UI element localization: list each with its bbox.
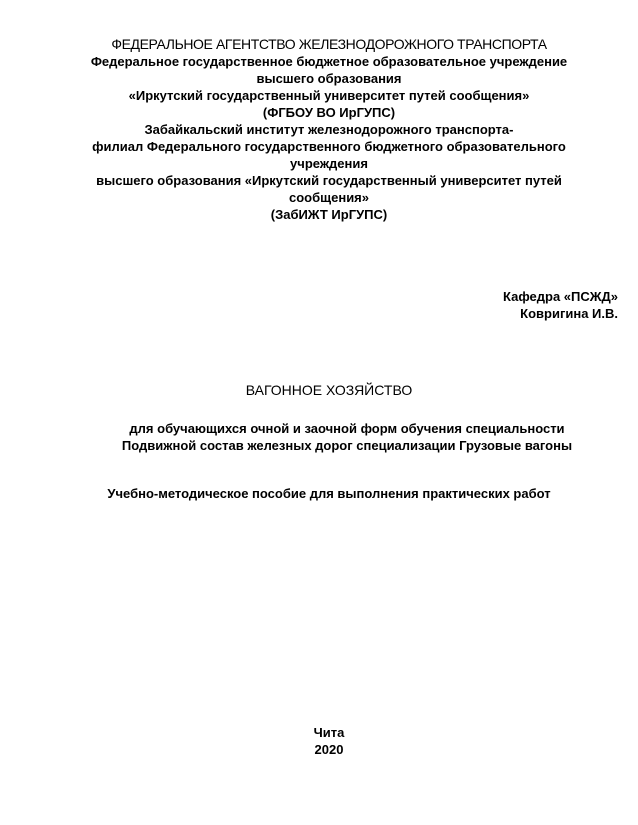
author-line: Ковригина И.В. [520,306,618,321]
institution-line-1: Федеральное государственное бюджетное образовательное учреждение [90,54,568,69]
imprint-block [36,724,622,758]
department-author-block [36,288,622,322]
institution-header [36,36,622,223]
audience-subtitle [36,420,622,454]
document-title: ВАГОННОЕ ХОЗЯЙСТВО [245,382,413,398]
audience-line-1: для обучающихся очной и заочной форм обучения специальности [129,421,565,436]
institution-line-10: (ЗабИЖТ ИрГУПС) [270,207,388,222]
federal-agency-line: ФЕДЕРАЛЬНОЕ АГЕНТСТВО ЖЕЛЕЗНОДОРОЖНОГО ТРАНСПОРТА [111,36,547,52]
institution-line-3: «Иркутский государственный университет путей сообщения» [128,88,530,103]
institution-line-6: филиал Федерального государственного бюджетного образовательного [92,139,566,154]
imprint-year: 2020 [314,742,344,757]
institution-line-5: Забайкальский институт железнодорожного транспорта- [144,122,514,137]
department-line: Кафедра «ПСЖД» [503,289,618,304]
institution-line-9: сообщения» [289,190,369,205]
institution-line-4: (ФГБОУ ВО ИрГУПС) [262,105,396,120]
institution-line-7: учреждения [290,156,368,171]
imprint-city: Чита [313,725,345,740]
audience-line-2: Подвижной состав железных дорог специализации Грузовые вагоны [121,438,573,453]
institution-line-8: высшего образования «Иркутский государственный университет путей [96,173,562,188]
institution-line-2: высшего образования [256,71,402,86]
document-type-line: Учебно-методическое пособие для выполнения практических работ [107,486,551,501]
